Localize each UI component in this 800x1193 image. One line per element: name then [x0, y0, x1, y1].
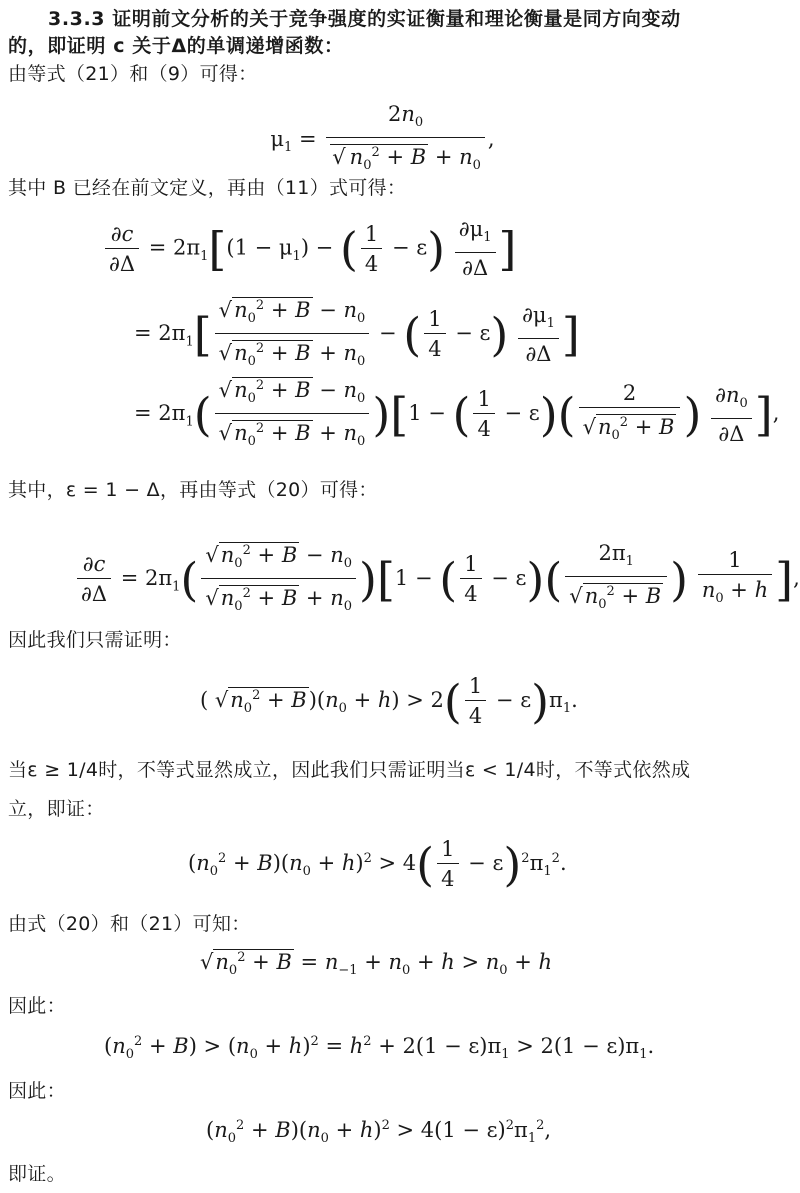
paragraph-therefore-prove: 因此我们只需证明： [8, 629, 182, 651]
equation-sqrt-relation: $√n_0^2 + B = n_{-1} + n_0 + h > n_0 + h$ [200, 950, 553, 979]
paragraph-where-B-defined: 其中 B 已经在前文定义，再由（11）式可得： [8, 177, 407, 199]
equation-dcdD-line1: $\frac{\partial c}{\partial\Delta}$ = $2\pi_1[(1 - \mu_1)$ − ( $\frac{1}{4}$ − ε) $\frac{\partial\mu_1}{\partial\Delta}$ ] [102, 215, 517, 283]
equation-inequality-1: ( $√n_0^2 + B)(n_0 + h) > 2$( $\frac{1}{4}$ − $\varepsilon)\pi_1$. [200, 674, 578, 729]
equation-dcdD-final: $\frac{\partial c}{\partial\Delta}$ = $2\pi_1$( $\frac{√n_0^2 + B - n_0}{√n_0^2 + B + n_0}$ )[1 − ( $\frac{1}{4}$ − ε)( $\frac{2\pi_1}{√n_0^2 + B}$ ) $\frac{1}{n_0 + h}$ ], [74, 537, 800, 622]
paragraph-from-eq-20-21: 由式（20）和（21）可知： [8, 913, 251, 935]
equation-dcdD-line3: = $2\pi_1$( $\frac{√n_0^2 + B - n_0}{√n_0^2 + B + n_0}$ )[1 − ( $\frac{1}{4}$ − ε)( $\frac{2}{√n_0^2 + B}$ ) $\frac{\partial n_0}{\partial\Delta}$ ], [134, 372, 779, 457]
paragraph-when-eps-line1: 当ε ≥ 1/4时，不等式显然成立，因此我们只需证明当ε < 1/4时，不等式依然成 [8, 759, 691, 781]
section-heading: 3.3.3 证明前文分析的关于竞争强度的实证衡量和理论衡量是同方向变动 [48, 8, 681, 30]
paragraph-when-eps-line2: 立，即证： [8, 798, 105, 820]
equation-inequality-4: $(n_0^2 + B)(n_0 + h)^2 > 4(1 - \varepsilon)^2\pi_1^2$, [206, 1118, 552, 1147]
paragraph-hence-1: 因此： [8, 995, 66, 1017]
paragraph-proven: 即证。 [8, 1163, 66, 1185]
equation-inequality-2: $(n_0^2 + B)(n_0 + h)^2 > 4$( $\frac{1}{4}$ − $\varepsilon)^2\pi_1^2$. [188, 837, 567, 892]
equation-mu1: $\mu_1$ = $\frac{2n_0}{√ n_0^2 + B + n_0}$ , [270, 102, 495, 174]
paragraph-from-eq-21-9: 由等式（21）和（9）可得： [8, 63, 258, 85]
paragraph-hence-2: 因此： [8, 1080, 66, 1102]
equation-dcdD-line2: = $2\pi_1$[ $\frac{√n_0^2 + B - n_0}{√n_0^2 + B + n_0}$ − ( $\frac{1}{4}$ − ε) $\frac{\partial\mu_1}{\partial\Delta}$ ] [134, 292, 580, 377]
section-heading-continued: 的，即证明 c 关于Δ的单调递增函数： [8, 35, 344, 57]
paragraph-where-eps: 其中，ε = 1 − Δ，再由等式（20）可得： [8, 479, 378, 501]
equation-inequality-3: $(n_0^2 + B) > (n_0 + h)^2 = h^2 + 2(1 - \varepsilon)\pi_1 > 2(1 - \varepsilon)\pi_1$. [104, 1034, 655, 1063]
